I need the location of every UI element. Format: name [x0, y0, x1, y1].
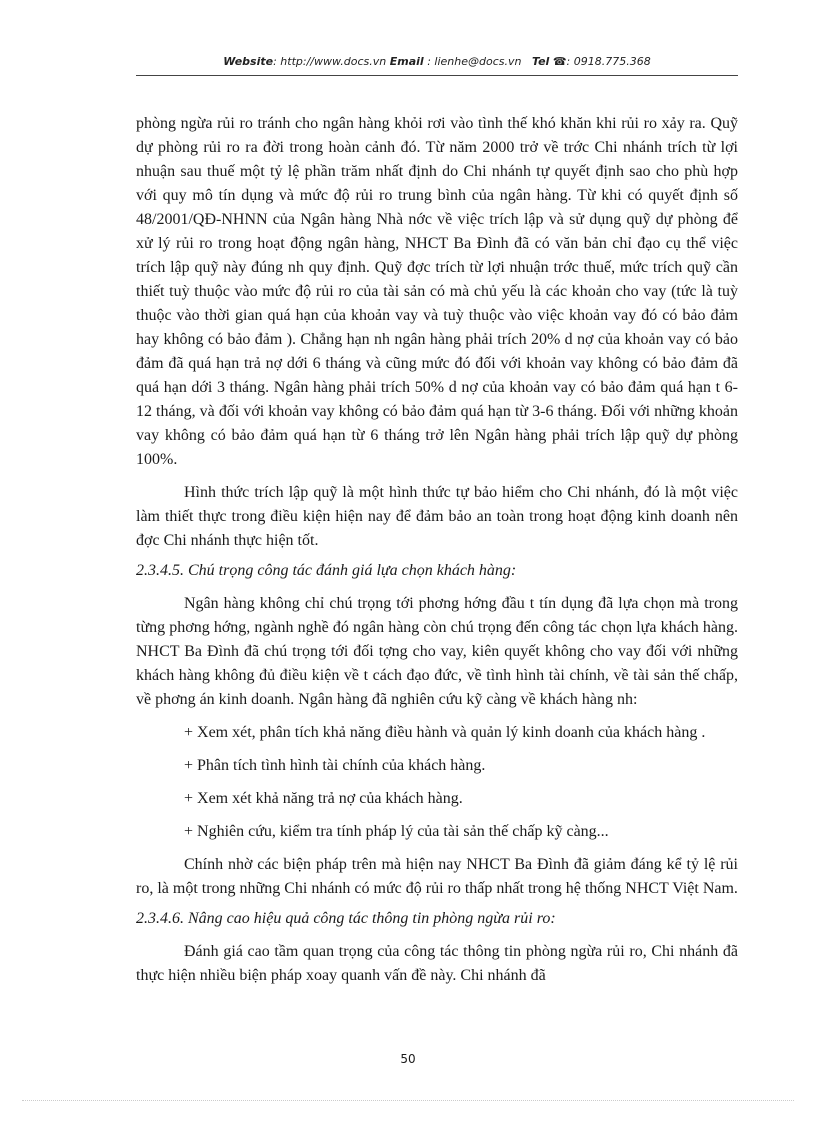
website-value: : http://www.docs.vn — [273, 55, 387, 68]
page-number: 50 — [400, 1052, 416, 1066]
paragraph-4: Chính nhờ các biện pháp trên mà hiện nay NHCT Ba Đình đã giảm đáng kể tỷ lệ rủi ro, là một trong những Chi nhánh có mức độ rủi ro thấp nhất trong hệ thống NHCT Việt Nam. — [136, 856, 738, 897]
paragraph-2: Hình thức trích lập quỹ là một hình thức tự bảo hiểm cho Chi nhánh, đó là một việc làm thiết thực trong điều kiện hiện nay để đảm bảo an toàn trong hoạt động kinh doanh nên đợc Chi nhánh thực hiện tốt. — [136, 484, 738, 549]
phone-icon: ☎ — [552, 55, 567, 68]
section-heading-2-3-4-6: 2.3.4.6. Nâng cao hiệu quả công tác thông tin phòng ngừa rủi ro: — [136, 910, 556, 927]
bullet-item-4: + Nghiên cứu, kiểm tra tính pháp lý của tài sản thế chấp kỹ càng... — [184, 823, 609, 840]
footer-divider — [22, 1100, 794, 1101]
paragraph-5: Đánh giá cao tầm quan trọng của công tác thông tin phòng ngừa rủi ro, Chi nhánh đã thực hiện nhiều biện pháp xoay quanh vấn đề này. Chi nhánh đã — [136, 943, 738, 984]
email-value: : lienhe@docs.vn — [423, 55, 522, 68]
page-header — [136, 55, 738, 68]
page-body — [136, 112, 738, 988]
bullet-item-3: + Xem xét khả năng trả nợ của khách hàng. — [184, 790, 463, 807]
website-label: Website — [223, 55, 274, 68]
paragraph-3: Ngân hàng không chỉ chú trọng tới phơng hớng đầu t tín dụng đã lựa chọn mà trong từng phơng hớng, ngành nghề đó ngân hàng còn chú trọng đến công tác chọn lựa khách hàng. NHCT Ba Đình đã chú trọng tới đối tợng cho vay, kiên quyết không cho vay đối với những khách hàng không đủ điều kiện về t cách đạo đức, về tình hình tài chính, về tài sản thế chấp, về phơng án kinh doanh. Ngân hàng đã nghiên cứu kỹ càng về khách hàng nh: — [136, 595, 738, 708]
email-label: Email — [389, 55, 424, 68]
section-heading-2-3-4-5: 2.3.4.5. Chú trọng công tác đánh giá lựa chọn khách hàng: — [136, 562, 517, 579]
tel-value: : 0918.775.368 — [566, 55, 651, 68]
tel-label: Tel — [531, 55, 550, 68]
paragraph-1: phòng ngừa rủi ro tránh cho ngân hàng khỏi rơi vào tình thế khó khăn khi rủi ro xảy ra. Quỹ dự phòng rủi ro ra đời trong hoàn cảnh đó. Từ năm 2000 trở về trớc Chi nhánh trích từ lợi nhuận sau thuế một tỷ lệ phần trăm nhất định do Chi nhánh tự quyết định sao cho phù hợp với quy mô tín dụng và mức độ rủi ro trung bình của ngân hàng. Từ khi có quyết định số 48/2001/QĐ-NHNN của Ngân hàng Nhà nớc về việc trích lập và sử dụng quỹ dự phòng để xử lý rủi ro trong hoạt động ngân hàng, NHCT Ba Đình đã có văn bản chỉ đạo cụ thể việc trích lập quỹ này đúng nh quy định. Quỹ đợc trích từ lợi nhuận trớc thuế, mức trích quỹ cần thiết tuỳ thuộc vào mức độ rủi ro của tài sản có mà chủ yếu là các khoản cho vay (tức là tuỳ thuộc vào thời gian quá hạn của khoản vay và tuỳ thuộc vào việc khoản vay đó có bảo đảm hay không có bảo đảm ). Chẳng hạn nh ngân hàng phải trích 20% d nợ của khoản vay có bảo đảm đã quá hạn trả nợ dới 6 tháng và cũng mức đó đối với khoản vay không có bảo đảm đã quá hạn dới 3 tháng. Ngân hàng phải trích 50% d nợ của khoản vay có bảo đảm quá hạn t 6-12 tháng, và đối với khoản vay không có bảo đảm quá hạn từ 3-6 tháng. Đối với những khoản vay không có bảo đảm quá hạn từ 6 tháng trở lên Ngân hàng phải trích lập quỹ dự phòng 100%. — [136, 115, 738, 468]
header-divider — [136, 75, 738, 76]
bullet-item-2: + Phân tích tình hình tài chính của khách hàng. — [184, 757, 486, 774]
bullet-item-1: + Xem xét, phân tích khả năng điều hành và quản lý kinh doanh của khách hàng . — [184, 724, 706, 741]
